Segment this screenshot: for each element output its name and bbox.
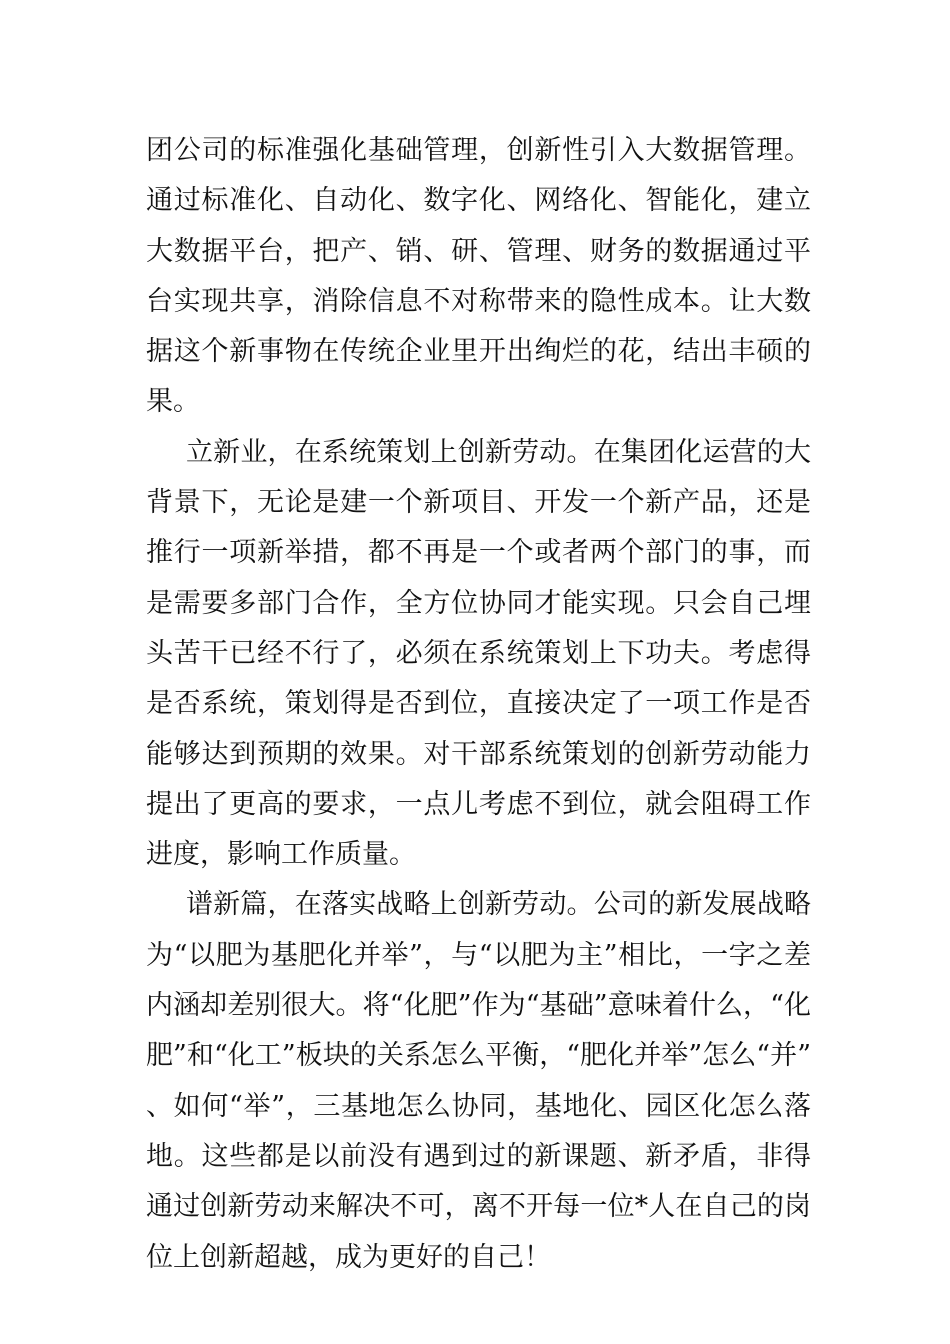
document-body xyxy=(146,126,811,1283)
paragraph-continuation: 团公司的标准强化基础管理，创新性引入大数据管理。通过标准化、自动化、数字化、网络化、智能化，建立大数据平台，把产、销、研、管理、财务的数据通过平台实现共享，消除信息不对称带来的隐性成本。让大数据这个新事物在传统企业里开出绚烂的花，结出丰硕的果。 xyxy=(146,135,811,418)
paragraph-new-business: 立新业，在系统策划上创新劳动。在集团化运营的大背景下，无论是建一个新项目、开发一个新产品，还是推行一项新举措，都不再是一个或者两个部门的事，而是需要多部门合作，全方位协同才能实现。只会自己埋头苦干已经不行了，必须在系统策划上下功夫。考虑得是否系统，策划得是否到位，直接决定了一项工作是否能够达到预期的效果。对干部系统策划的创新劳动能力提出了更高的要求，一点儿考虑不到位，就会阻碍工作进度，影响工作质量。 xyxy=(146,436,811,871)
paragraph-new-chapter: 谱新篇，在落实战略上创新劳动。公司的新发展战略为“以肥为基肥化并举”，与“以肥为主”相比，一字之差内涵却差别很大。将“化肥”作为“基础”意味着什么，“化肥”和“化工”板块的关系怎么平衡，“肥化并举”怎么“并”、如何“举”，三基地怎么协同，基地化、园区化怎么落地。这些都是以前没有遇到过的新课题、新矛盾，非得通过创新劳动来解决不可，离不开每一位*人在自己的岗位上创新超越，成为更好的自己！ xyxy=(146,889,811,1273)
